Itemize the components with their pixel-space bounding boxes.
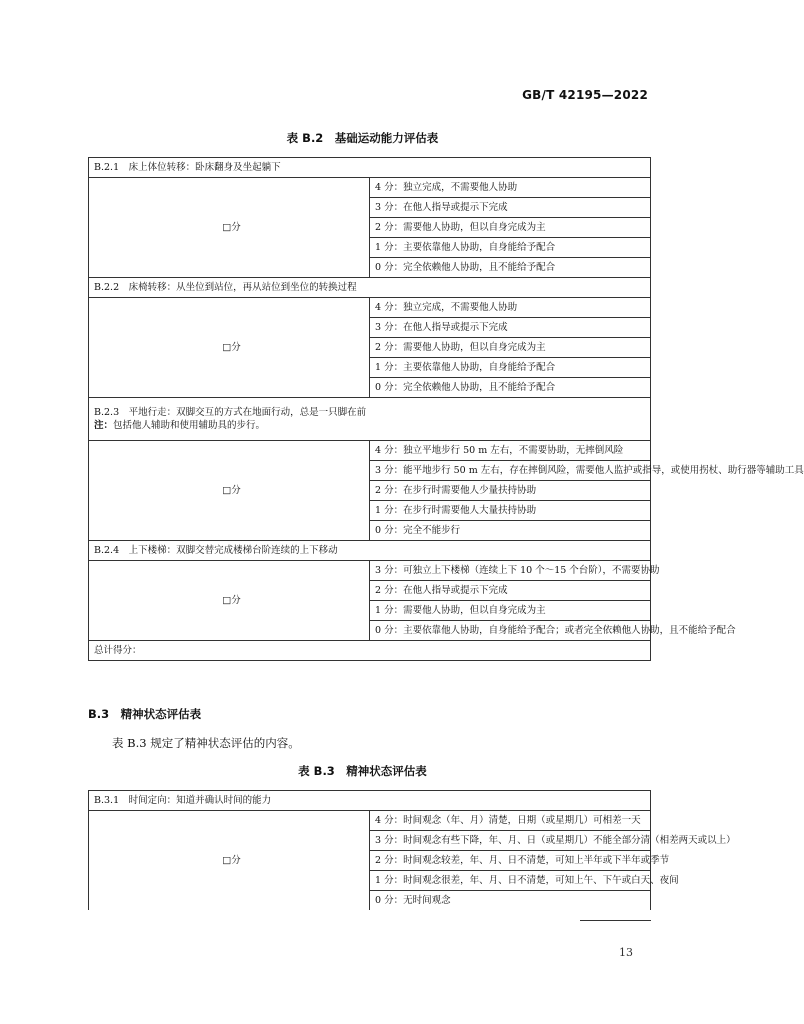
option-row: 3 分：能平地步行 50 m 左右，存在摔倒风险，需要他人监护或指导，或使用拐杖、助行器等辅助工具 bbox=[370, 461, 651, 481]
option-row: 0 分：主要依靠他人协助，自身能给予配合；或者完全依赖他人协助，且不能给予配合 bbox=[370, 621, 651, 641]
option-row: 2 分：需要他人协助，但以自身完成为主 bbox=[370, 218, 651, 238]
option-row: 1 分：在步行时需要他人大量扶持协助 bbox=[370, 501, 651, 521]
table-b2-caption: 表 B.2 基础运动能力评估表 bbox=[286, 131, 439, 145]
section-b3-paragraph: 表 B.3 规定了精神状态评估的内容。 bbox=[112, 736, 300, 750]
group-title-with-note bbox=[89, 398, 651, 441]
group-title: B.2.4 上下楼梯：双脚交替完成楼梯台阶连续的上下移动 bbox=[89, 541, 651, 561]
table-b2 bbox=[88, 157, 804, 661]
score-box: □分 bbox=[89, 298, 370, 398]
group-title: B.3.1 时间定向：知道并确认时间的能力 bbox=[89, 791, 651, 811]
option-row: 2 分：在步行时需要他人少量扶持协助 bbox=[370, 481, 651, 501]
group-title: B.2.1 床上体位转移：卧床翻身及坐起躺下 bbox=[89, 158, 651, 178]
score-box: □分 bbox=[89, 811, 370, 911]
note-label: 注： bbox=[94, 420, 114, 431]
option-row: 1 分：主要依靠他人协助，自身能给予配合 bbox=[370, 238, 651, 258]
group-note bbox=[94, 419, 650, 432]
document-id: GB/T 42195—2022 bbox=[522, 88, 648, 102]
option-row: 4 分：独立完成，不需要他人协助 bbox=[370, 178, 651, 198]
option-row: 0 分：完全不能步行 bbox=[370, 521, 651, 541]
option-row: 2 分：时间观念较差，年、月、日不清楚，可知上半年或下半年或季节 bbox=[370, 851, 651, 871]
group-title: B.2.2 床椅转移：从坐位到站位，再从站位到坐位的转换过程 bbox=[89, 278, 651, 298]
table-b3 bbox=[88, 790, 736, 910]
option-row: 0 分：完全依赖他人协助，且不能给予配合 bbox=[370, 258, 651, 278]
option-row: 2 分：需要他人协助，但以自身完成为主 bbox=[370, 338, 651, 358]
option-row: 1 分：时间观念很差，年、月、日不清楚，可知上午、下午或白天、夜间 bbox=[370, 871, 651, 891]
option-row: 4 分：独立完成，不需要他人协助 bbox=[370, 298, 651, 318]
total-score: 总计得分： bbox=[89, 641, 651, 661]
option-row: 0 分：无时间观念 bbox=[370, 891, 651, 911]
score-box: □分 bbox=[89, 561, 370, 641]
option-row: 4 分：时间观念（年、月）清楚，日期（或星期几）可相差一天 bbox=[370, 811, 651, 831]
page-number: 13 bbox=[619, 946, 633, 959]
option-row: 3 分：在他人指导或提示下完成 bbox=[370, 318, 651, 338]
table-b3-caption: 表 B.3 精神状态评估表 bbox=[298, 764, 427, 778]
score-box: □分 bbox=[89, 441, 370, 541]
option-row: 2 分：在他人指导或提示下完成 bbox=[370, 581, 651, 601]
table-continuation-line bbox=[580, 920, 651, 921]
option-row: 4 分：独立平地步行 50 m 左右，不需要协助，无摔倒风险 bbox=[370, 441, 651, 461]
option-row: 0 分：完全依赖他人协助，且不能给予配合 bbox=[370, 378, 651, 398]
section-b3-heading: B.3 精神状态评估表 bbox=[88, 707, 202, 721]
option-row: 3 分：时间观念有些下降，年、月、日（或星期几）不能全部分清（相差两天或以上） bbox=[370, 831, 651, 851]
score-box: □分 bbox=[89, 178, 370, 278]
option-row: 3 分：可独立上下楼梯（连续上下 10 个～15 个台阶），不需要协助 bbox=[370, 561, 651, 581]
group-title: B.2.3 平地行走：双脚交互的方式在地面行动，总是一只脚在前 bbox=[94, 407, 367, 418]
option-row: 3 分：在他人指导或提示下完成 bbox=[370, 198, 651, 218]
option-row: 1 分：需要他人协助，但以自身完成为主 bbox=[370, 601, 651, 621]
option-row: 1 分：主要依靠他人协助，自身能给予配合 bbox=[370, 358, 651, 378]
note-text: 包括他人辅助和使用辅助具的步行。 bbox=[113, 420, 266, 431]
